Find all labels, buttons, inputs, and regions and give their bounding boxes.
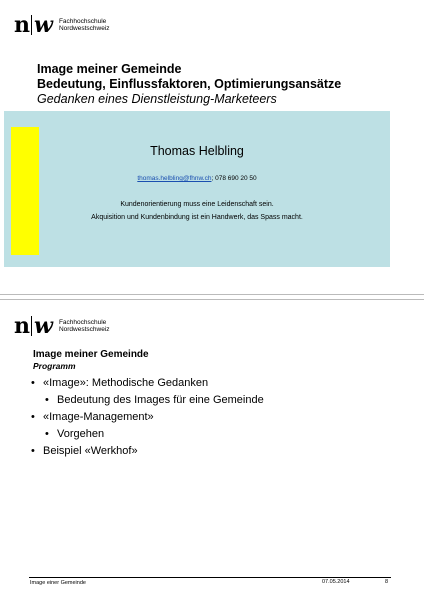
logo-text [59, 18, 110, 33]
slide-2 [0, 300, 424, 600]
slide1-subtitle: Gedanken eines Dienstleistung-Marketeers [37, 92, 277, 106]
logo-divider [31, 316, 32, 336]
bullet-text: Vorgehen [57, 428, 105, 440]
bullet-dot-icon: • [31, 411, 35, 423]
fhnw-logo-mark [14, 313, 52, 339]
slide1-title-line2: Bedeutung, Einflussfaktoren, Optimierungsansätze [37, 77, 342, 91]
fhnw-logo-mark [14, 12, 52, 38]
slide1-title-line1: Image meiner Gemeinde [37, 62, 182, 76]
motto [4, 198, 390, 224]
logo-mark-n: n [14, 313, 29, 339]
author-panel [4, 111, 390, 267]
bullet-text: «Image-Management» [43, 411, 154, 423]
contact-line [4, 175, 390, 182]
motto-line2: Akquisition und Kundenbindung ist ein Handwerk, das Spass macht. [91, 214, 303, 221]
bullet-dot-icon: • [31, 445, 35, 457]
motto-line1: Kundenorientierung muss eine Leidenschaft sein. [120, 201, 274, 208]
email-link[interactable]: thomas.helbling@fhnw.ch [137, 175, 212, 182]
author-name: Thomas Helbling [150, 144, 244, 158]
bullet-text: Beispiel «Werkhof» [43, 445, 138, 457]
slide2-title-block [33, 349, 149, 372]
footer-title: Image einer Gemeinde [30, 580, 86, 586]
logo-text-line1: Fachhochschule [58, 318, 107, 326]
logo-mark-w: w [34, 313, 52, 339]
bullet-item [31, 392, 371, 409]
slide1-title-block [37, 62, 397, 107]
bullet-text: Bedeutung des Images für eine Gemeinde [57, 394, 264, 406]
bullet-dot-icon: • [45, 428, 49, 440]
bullet-dot-icon: • [45, 394, 49, 406]
bullet-item [31, 409, 371, 426]
logo-text-line2: Nordwestschweiz [58, 25, 110, 32]
logo-divider [31, 15, 32, 35]
slide-1 [0, 0, 424, 292]
bullet-list [31, 375, 371, 460]
bullet-item [31, 426, 371, 443]
footer-date: 07.05.2014 [322, 579, 350, 585]
logo-mark-n: n [14, 12, 29, 38]
bullet-item [31, 375, 371, 392]
phone-number: ; 078 690 20 50 [211, 175, 257, 182]
logo-text-line2: Nordwestschweiz [58, 326, 110, 333]
logo-mark-w: w [34, 12, 52, 38]
footer-rule [29, 577, 391, 578]
fhnw-logo [14, 12, 110, 38]
bullet-dot-icon: • [31, 377, 35, 389]
bullet-item [31, 443, 371, 460]
logo-text-line1: Fachhochschule [58, 17, 107, 25]
bullet-text: «Image»: Methodische Gedanken [43, 377, 209, 389]
logo-text [59, 319, 110, 334]
slide2-title: Image meiner Gemeinde [33, 349, 149, 360]
slide2-subtitle: Programm [33, 361, 76, 371]
fhnw-logo [14, 313, 110, 339]
page-number: 8 [385, 579, 389, 585]
